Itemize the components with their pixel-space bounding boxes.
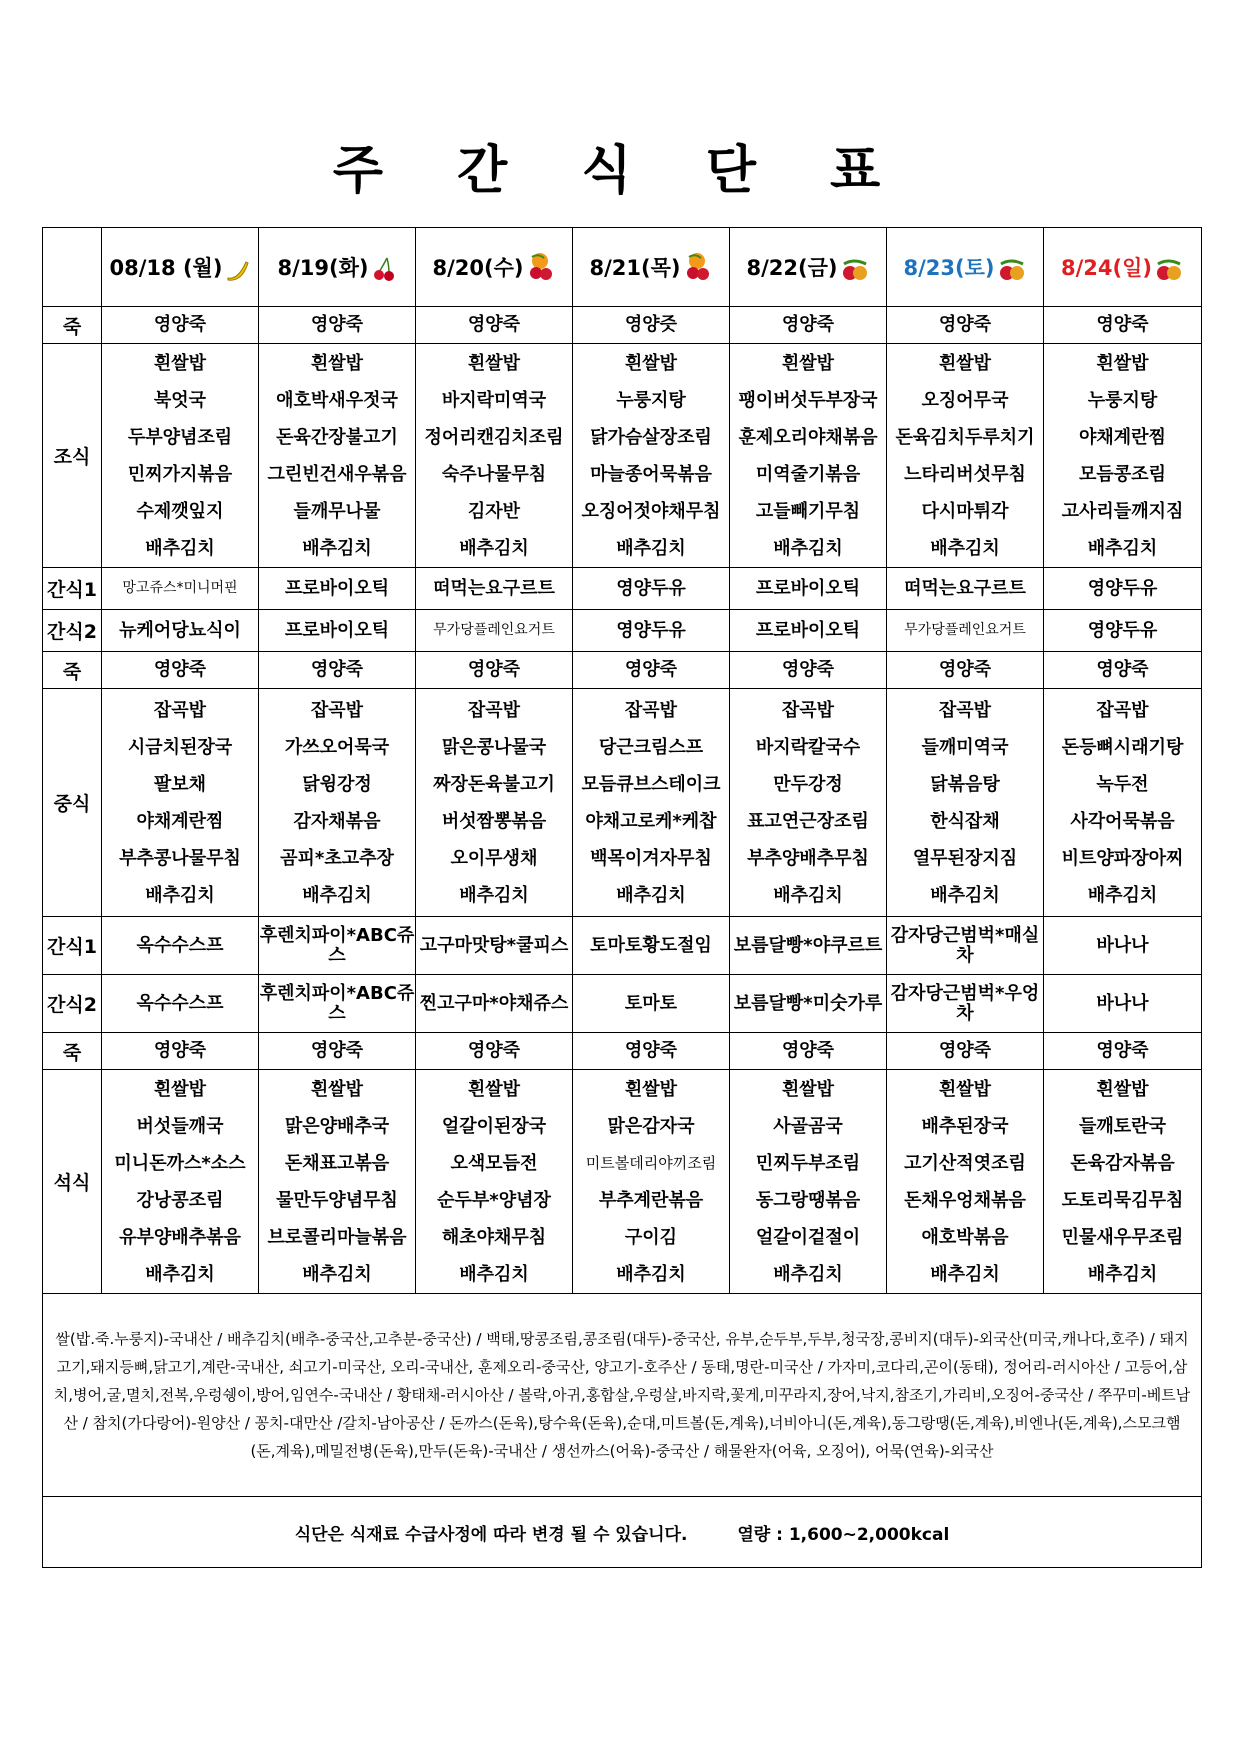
menu-cell: 무가당플레인요거트 [416, 610, 573, 652]
menu-cell: 영양죽 [416, 652, 573, 689]
day-header: 8/24(일) [1044, 228, 1202, 307]
menu-cell: 토마토 [573, 975, 730, 1033]
menu-cell: 프로바이오틱 [730, 610, 887, 652]
breakfast-porridge-row [43, 307, 1202, 344]
row-label: 간식1 [43, 917, 102, 975]
dish: 잡곡밥 [781, 699, 835, 721]
menu-cell: 감자당근범벅*우엉차 [887, 975, 1044, 1033]
dish: 배추김치 [145, 884, 215, 906]
dish: 배추김치 [145, 1263, 215, 1285]
dish: 흰쌀밥 [310, 1078, 364, 1100]
dish: 배추김치 [930, 537, 1000, 559]
dish: 버섯들깨국 [136, 1115, 224, 1137]
dish: 북엇국 [153, 389, 207, 411]
dish: 배추된장국 [921, 1115, 1009, 1137]
page-title: 주 간 식 단 표 [332, 141, 909, 201]
dish: 잡곡밥 [1096, 699, 1149, 721]
dish: 배추김치 [1087, 1263, 1158, 1285]
dinner-porridge-row [43, 1033, 1202, 1070]
fruit-mix-icon [683, 252, 713, 282]
row-label: 간식2 [43, 610, 102, 652]
menu-cell: 영양죽 [102, 307, 259, 344]
dish: 동그랑땡볶음 [755, 1189, 861, 1211]
dish: 숙주나물무침 [441, 463, 547, 485]
fruit-mix-icon [997, 256, 1027, 282]
dish: 야채고로케*케찹 [585, 810, 717, 832]
dish: 감자채볶음 [293, 810, 381, 832]
dish: 흰쌀밥 [781, 352, 835, 374]
dish: 팔보채 [153, 773, 207, 795]
dish: 바지락칼국수 [755, 736, 861, 758]
origin-info: 쌀(밥.죽.누룽지)-국내산 / 배추김치(배추-중국산,고추분-중국산) / 백태,땅콩조림,콩조림(대두)-중국산, 유부,순두부,두부,청국장,콩비지(대두)-외국산(미국,캐나다,호주) / 돼지고기,돼지등뼈,닭고기,계란-국내산, 쇠고기-미국산, 오리-국내산, 훈제오리-중국산, 양고기-호주산 / 동태,명란-미국산 / 가자미,코다리,곤이(동태), 정어리-러시아산 / 고등어,삼치,병어,굴,멸치,전복,우렁쉥이,방어,임연수-국내산 / 황태채-러시아산 / 볼락,아귀,홍합살,우렁살,바지락,꽃게,미꾸라지,장어,낙지,참조기,가리비,오징어-중국산 / 쭈꾸미-베트남산 / 참치(가다랑어)-원양산 / 꽁치-대만산 /갈치-남아공산 / 돈까스(돈육),탕수육(돈육),순대,미트볼(돈,계육),너비아니(돈,계육),동그랑땡(돈,계육),비엔나(돈,계육),스모크햄(돈,계육),메밀전병(돈육),만두(돈육)-국내산 / 생선까스(어육)-중국산 / 해물완자(어육, 오징어), 어묵(연육)-외국산 [43, 1294, 1202, 1497]
lunch-porridge-row [43, 652, 1202, 689]
dish: 표고연근장조림 [747, 810, 869, 832]
dish: 팽이버섯두부장국 [738, 389, 878, 411]
dish: 흰쌀밥 [624, 1078, 678, 1100]
dish: 돈육감자볶음 [1070, 1152, 1175, 1174]
menu-cell: 무가당플레인요거트 [887, 610, 1044, 652]
menu-cell: 영양죽 [573, 1033, 730, 1070]
am-snack1-row [43, 568, 1202, 610]
dish: 흰쌀밥 [153, 352, 207, 374]
dish: 배추김치 [930, 1263, 1000, 1285]
menu-cell: 떠먹는요구르트 [887, 568, 1044, 610]
dish: 유부양배추볶음 [119, 1226, 241, 1248]
dish: 배추김치 [930, 884, 1000, 906]
dish: 순두부*양념장 [437, 1189, 551, 1211]
menu-cell: 감자당근범벅*매실차 [887, 917, 1044, 975]
dish: 고들빼기무침 [755, 500, 861, 522]
dish: 배추김치 [616, 537, 686, 559]
dish: 배추김치 [459, 537, 529, 559]
dish: 들깨토란국 [1079, 1115, 1166, 1137]
dish: 맑은감자국 [607, 1115, 695, 1137]
dish: 버섯짬뽕볶음 [441, 810, 547, 832]
dish: 브로콜리마늘볶음 [267, 1226, 407, 1248]
dish: 사골곰국 [773, 1115, 843, 1137]
dish: 돈육김치두루치기 [895, 426, 1035, 448]
dish: 맑은양배추국 [284, 1115, 390, 1137]
menu-cell: 영양죽 [730, 307, 887, 344]
day-header: 8/19(화) [259, 228, 416, 307]
day-header: 08/18 (월) [102, 228, 259, 307]
dish: 흰쌀밥 [153, 1078, 207, 1100]
meal-list [259, 1070, 416, 1294]
am-snack2-row [43, 610, 1202, 652]
dish: 도토리묵김무침 [1061, 1189, 1184, 1211]
dish: 배추김치 [459, 1263, 529, 1285]
row-label: 중식 [43, 689, 102, 917]
cherry-icon [371, 256, 397, 282]
menu-cell: 보름달빵*미숫가루 [730, 975, 887, 1033]
row-label: 죽 [43, 1033, 102, 1070]
dish: 수제깻잎지 [136, 500, 224, 522]
menu-cell: 옥수수스프 [102, 975, 259, 1033]
dish: 민찌가지볶음 [127, 463, 233, 485]
row-label: 간식1 [43, 568, 102, 610]
row-label: 석식 [43, 1070, 102, 1294]
meal-list [259, 344, 416, 568]
dish: 훈제오리야채볶음 [738, 426, 878, 448]
dish: 돈채우엉채볶음 [904, 1189, 1026, 1211]
menu-cell: 영양죽 [259, 307, 416, 344]
dish: 닭가슴살장조림 [590, 426, 712, 448]
meal-list [573, 1070, 730, 1294]
fruit-mix-icon [840, 256, 870, 282]
dish: 두부양념조림 [127, 426, 233, 448]
meal-list [1044, 344, 1202, 568]
meal-list [730, 344, 887, 568]
menu-cell: 영양두유 [1044, 568, 1202, 610]
menu-cell: 영양죽 [573, 652, 730, 689]
meal-list [1044, 689, 1202, 917]
notice-row [43, 1497, 1202, 1568]
menu-cell: 프로바이오틱 [730, 568, 887, 610]
menu-cell: 영양죽 [102, 1033, 259, 1070]
dish: 배추김치 [773, 537, 843, 559]
dish: 배추김치 [773, 884, 843, 906]
dish: 배추김치 [302, 1263, 372, 1285]
meal-list [730, 1070, 887, 1294]
meal-list [887, 689, 1044, 917]
dish: 잡곡밥 [310, 699, 364, 721]
dish: 배추김치 [1087, 884, 1158, 906]
day-header: 8/23(토) [887, 228, 1044, 307]
menu-cell: 영양두유 [573, 568, 730, 610]
dish: 시금치된장국 [127, 736, 233, 758]
meal-list [102, 689, 259, 917]
dish: 애호박볶음 [921, 1226, 1009, 1248]
dish: 모듬큐브스테이크 [581, 773, 721, 795]
menu-cell: 영양죽 [730, 652, 887, 689]
dish: 민찌두부조림 [755, 1152, 861, 1174]
dish: 배추김치 [459, 884, 529, 906]
dish: 만두강정 [773, 773, 843, 795]
dish: 강낭콩조림 [136, 1189, 224, 1211]
dish: 잡곡밥 [467, 699, 521, 721]
menu-cell: 영양죽 [1044, 1033, 1202, 1070]
menu-cell: 뉴케어당뇨식이 [102, 610, 259, 652]
dish: 비트양파장아찌 [1061, 847, 1184, 869]
menu-cell: 토마토황도절임 [573, 917, 730, 975]
dish: 들깨무나물 [293, 500, 381, 522]
fruit-mix-icon [1154, 256, 1184, 282]
menu-cell: 망고쥬스*미니머핀 [102, 568, 259, 610]
change-notice: 식단은 식재료 수급사정에 따라 변경 될 수 있습니다. [294, 1524, 688, 1545]
dish: 흰쌀밥 [781, 1078, 835, 1100]
dish: 돈채표고볶음 [284, 1152, 390, 1174]
dish: 흰쌀밥 [467, 352, 521, 374]
dish: 해초야채무침 [441, 1226, 547, 1248]
weekly-menu-table [42, 227, 1202, 1568]
dish: 돈등뼈시래기탕 [1061, 736, 1184, 758]
dish: 흰쌀밥 [467, 1078, 521, 1100]
dish: 누룽지탕 [616, 389, 686, 411]
dish: 배추김치 [302, 537, 372, 559]
menu-cell: 떠먹는요구르트 [416, 568, 573, 610]
dish: 맑은콩나물국 [441, 736, 547, 758]
dish: 다시마튀각 [921, 500, 1009, 522]
menu-cell: 영양죽 [259, 652, 416, 689]
dish: 야채계란찜 [1079, 426, 1166, 448]
dish: 잡곡밥 [153, 699, 207, 721]
pm-snack2-row [43, 975, 1202, 1033]
dish: 돈육간장불고기 [276, 426, 398, 448]
dish: 그린빈건새우볶음 [267, 463, 407, 485]
menu-cell: 영양죽 [1044, 307, 1202, 344]
dish: 잡곡밥 [938, 699, 992, 721]
meal-list [102, 1070, 259, 1294]
dish: 부추콩나물무침 [119, 847, 241, 869]
dish: 고기산적엿조림 [904, 1152, 1026, 1174]
calorie-info: 열량 : 1,600~2,000kcal [737, 1524, 950, 1545]
origin-row [43, 1294, 1202, 1497]
dish: 고사리들깨지짐 [1061, 500, 1184, 522]
dish: 야채계란찜 [136, 810, 224, 832]
dish: 열무된장지짐 [912, 847, 1018, 869]
meal-list [573, 689, 730, 917]
menu-cell: 고구마맛탕*쿨피스 [416, 917, 573, 975]
meal-list [730, 689, 887, 917]
dish: 느타리버섯무침 [904, 463, 1026, 485]
menu-cell: 영양두유 [573, 610, 730, 652]
dish: 오징어젓야채무침 [581, 500, 721, 522]
menu-cell: 영양죽 [887, 652, 1044, 689]
pm-snack1-row [43, 917, 1202, 975]
dish: 얼갈이겉절이 [755, 1226, 861, 1248]
lunch-row [43, 689, 1202, 917]
dish: 녹두전 [1096, 773, 1149, 795]
menu-cell: 영양죽 [730, 1033, 887, 1070]
day-header: 8/22(금) [730, 228, 887, 307]
notice-cell [43, 1497, 1202, 1568]
menu-cell: 프로바이오틱 [259, 610, 416, 652]
meal-list [573, 344, 730, 568]
menu-cell: 영양죽 [259, 1033, 416, 1070]
fruit-mix-icon [526, 252, 556, 282]
dish: 배추김치 [616, 1263, 686, 1285]
dish: 흰쌀밥 [938, 1078, 992, 1100]
day-header: 8/20(수) [416, 228, 573, 307]
dish: 김자반 [467, 500, 521, 522]
menu-cell: 바나나 [1044, 975, 1202, 1033]
dish: 민물새우무조림 [1061, 1226, 1184, 1248]
menu-cell: 영양즛 [573, 307, 730, 344]
dish: 흰쌀밥 [624, 352, 678, 374]
day-header: 8/21(목) [573, 228, 730, 307]
dish: 얼갈이된장국 [441, 1115, 547, 1137]
dish: 부추계란볶음 [598, 1189, 704, 1211]
row-label: 죽 [43, 307, 102, 344]
menu-cell: 영양죽 [416, 307, 573, 344]
corner-cell [43, 228, 102, 307]
dish: 물만두양념무침 [276, 1189, 398, 1211]
dish: 흰쌀밥 [938, 352, 992, 374]
dish: 배추김치 [145, 537, 215, 559]
dish: 모듬콩조림 [1079, 463, 1166, 485]
dish: 미트볼데리야끼조림 [585, 1153, 717, 1172]
dish: 흰쌀밥 [1096, 1078, 1149, 1100]
dish: 흰쌀밥 [1096, 352, 1149, 374]
dish: 가쓰오어묵국 [284, 736, 390, 758]
dish: 백목이겨자무침 [590, 847, 712, 869]
dish: 짜장돈육불고기 [433, 773, 555, 795]
meal-list [416, 1070, 573, 1294]
dish: 누룽지탕 [1087, 389, 1158, 411]
menu-cell: 보름달빵*야쿠르트 [730, 917, 887, 975]
menu-cell: 바나나 [1044, 917, 1202, 975]
row-label: 조식 [43, 344, 102, 568]
dish: 흰쌀밥 [310, 352, 364, 374]
dish: 당근크림스프 [598, 736, 704, 758]
meal-list [887, 1070, 1044, 1294]
dish: 마늘종어묵볶음 [590, 463, 712, 485]
meal-list [1044, 1070, 1202, 1294]
row-label: 죽 [43, 652, 102, 689]
dish: 닭윙강정 [302, 773, 372, 795]
menu-cell: 영양죽 [102, 652, 259, 689]
breakfast-row [43, 344, 1202, 568]
dish: 들깨미역국 [921, 736, 1009, 758]
dish: 애호박새우젓국 [276, 389, 398, 411]
menu-cell: 영양죽 [416, 1033, 573, 1070]
dish: 배추김치 [302, 884, 372, 906]
dish: 정어리캔김치조림 [424, 426, 564, 448]
menu-cell: 영양죽 [887, 307, 1044, 344]
menu-cell: 영양죽 [887, 1033, 1044, 1070]
menu-cell: 후렌치파이*ABC쥬스 [259, 975, 416, 1033]
dinner-row [43, 1070, 1202, 1294]
dish: 미니돈까스*소스 [114, 1152, 246, 1174]
meal-list [416, 689, 573, 917]
dish: 배추김치 [1087, 537, 1158, 559]
banana-icon [224, 258, 250, 282]
dish: 바지락미역국 [441, 389, 547, 411]
meal-list [102, 344, 259, 568]
menu-cell: 찐고구마*야채쥬스 [416, 975, 573, 1033]
meal-list [416, 344, 573, 568]
menu-cell: 프로바이오틱 [259, 568, 416, 610]
dish: 부추양배추무침 [747, 847, 869, 869]
menu-cell: 영양두유 [1044, 610, 1202, 652]
dish: 사각어묵볶음 [1070, 810, 1175, 832]
menu-cell: 옥수수스프 [102, 917, 259, 975]
dish: 오징어무국 [921, 389, 1009, 411]
meal-list [887, 344, 1044, 568]
dish: 닭볶음탕 [930, 773, 1000, 795]
dish: 한식잡채 [930, 810, 1000, 832]
dish: 배추김치 [773, 1263, 843, 1285]
menu-cell: 영양죽 [1044, 652, 1202, 689]
dish: 오색모듬전 [450, 1152, 538, 1174]
dish: 미역줄기볶음 [755, 463, 861, 485]
dish: 구이김 [624, 1226, 678, 1248]
dish: 잡곡밥 [624, 699, 678, 721]
menu-cell: 후렌치파이*ABC쥬스 [259, 917, 416, 975]
dish: 배추김치 [616, 884, 686, 906]
meal-list [259, 689, 416, 917]
dish: 오이무생채 [450, 847, 538, 869]
header-row [43, 228, 1202, 307]
dish: 곰피*초고추장 [280, 847, 394, 869]
row-label: 간식2 [43, 975, 102, 1033]
